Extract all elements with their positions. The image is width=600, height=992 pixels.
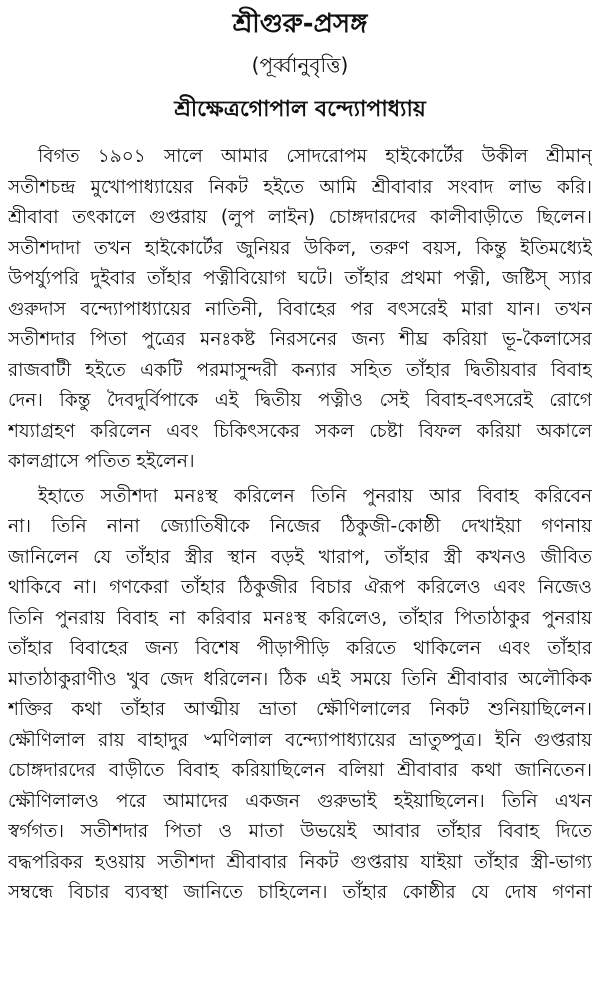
- text-line: ক্ষৌণিলাল রায় বাহাদুর ৺মণিলাল বন্দ্যোপাধ্যায়ের ভ্রাতুষ্পুত্র। ইনি গুপ্তরায়: [8, 729, 592, 751]
- text-line: স্বর্গগত। সতীশদার পিতা ও মাতা উভয়েই আবার তাঁহার বিবাহ দিতে: [8, 821, 592, 842]
- text-line: রাজবাটী হইতে একটি পরমাসুন্দরী কন্যার সহিত তাঁহার দ্বিতীয়বার বিবাহ: [8, 359, 592, 381]
- text-line: জানিলেন যে তাঁহার স্ত্রীর স্থান বড়ই খারাপ, তাঁহার স্ত্রী কখনও জীবিত: [8, 546, 592, 568]
- paragraph-2: [8, 482, 592, 909]
- text-line: দেন। কিন্তু দৈবদুর্বিপাকে এই দ্বিতীয় পত্নীও সেই বিবাহ-বৎসরেই রোগে: [8, 390, 592, 411]
- article-body: [8, 142, 592, 909]
- text-line: সতীশচন্দ্র মুখোপাধ্যায়ের নিকট হইতে আমি শ্রীবাবার সংবাদ লাভ করি।: [8, 176, 592, 198]
- text-line: মাতাঠাকুরাণীও খুব জেদ ধরিলেন। ঠিক এই সময়ে তিনি শ্রীবাবার অলৌকিক: [8, 668, 592, 690]
- text-line: চোঙ্গদারদের বাড়ীতে বিবাহ করিয়াছিলেন বলিয়া শ্রীবাবার কথা জানিতেন।: [8, 760, 592, 781]
- text-line: বিগত ১৯০১ সালে আমার সোদরোপম হাইকোর্টের উকীল শ্রীমান্: [38, 146, 592, 167]
- text-line: সতীশদার পিতা পুত্রের মনঃকষ্ট নিরসনের জন্য শীঘ্র করিয়া ভূ-কৈলাসের: [8, 329, 592, 350]
- text-line: সম্বন্ধে বিচার ব্যবস্থা জানিতে চাহিলেন। তাঁহার কোষ্ঠীর যে দোষ গণনা: [8, 882, 592, 903]
- text-line: শ্রীবাবা তৎকালে গুপ্তরায় (লুপ লাইন) চোঙ্গদারদের কালীবাড়ীতে ছিলেন।: [8, 207, 592, 228]
- text-line: সতীশদাদা তখন হাইকোর্টের জুনিয়র উকিল, তরুণ বয়স, কিন্তু ইতিমধ্যেই: [8, 237, 592, 259]
- text-line: ক্ষৌণিলালও পরে আমাদের একজন গুরুভাই হইয়াছিলেন। তিনি এখন: [8, 790, 592, 812]
- text-line: না। তিনি নানা জ্যোতিষীকে নিজের ঠিকুজী-কোষ্ঠী দেখাইয়া গণনায়: [8, 516, 592, 537]
- article-subtitle: (পূর্ব্বানুবৃত্তি): [251, 53, 349, 77]
- text-line: তাঁহার বিবাহের জন্য বিশেষ পীড়াপীড়ি করিতে থাকিলেন এবং তাঁহার: [8, 638, 592, 659]
- text-line: থাকিবে না। গণকেরা তাঁহার ঠিকুজীর বিচার ঐরূপ করিলেও এবং নিজেও: [8, 577, 592, 598]
- text-line: ইহাতে সতীশদা মনঃস্থ করিলেন তিনি পুনরায় আর বিবাহ করিবেন: [38, 485, 592, 507]
- author-name: শ্রীক্ষেত্রগোপাল বন্দ্যোপাধ্যায়: [174, 97, 426, 122]
- text-line: শয্যাগ্রহণ করিলেন এবং চিকিৎসকের সকল চেষ্টা বিফল করিয়া অকালে: [8, 420, 592, 442]
- text-line: উপর্য্যুপরি দুইবার তাঁহার পত্নীবিয়োগ ঘটে। তাঁহার প্রথমা পত্নী, জষ্টিস্ স্যার: [8, 268, 592, 289]
- text-line: তিনি পুনরায় বিবাহ না করিবার মনঃস্থ করিলেও, তাঁহার পিতাঠাকুর পুনরায়: [8, 607, 592, 629]
- text-line: গুরুদাস বন্দ্যোপাধ্যায়ের নাতিনী, বিবাহের পর বৎসরেই মারা যান। তখন: [8, 298, 592, 320]
- text-line: কালগ্রাসে পতিত হইলেন।: [8, 451, 195, 472]
- article-title: শ্রীগুরু-প্রসঙ্গ: [232, 9, 368, 39]
- text-line: বদ্ধপরিকর হওয়ায় সতীশদা শ্রীবাবার নিকট গুপ্তরায় যাইয়া তাঁহার স্ত্রী-ভাগ্য: [8, 851, 592, 873]
- paragraph-1: [8, 142, 592, 478]
- text-line: শক্তির কথা তাঁহার আত্মীয় ভ্রাতা ক্ষৌণিলালের নিকট শুনিয়াছিলেন।: [8, 699, 592, 720]
